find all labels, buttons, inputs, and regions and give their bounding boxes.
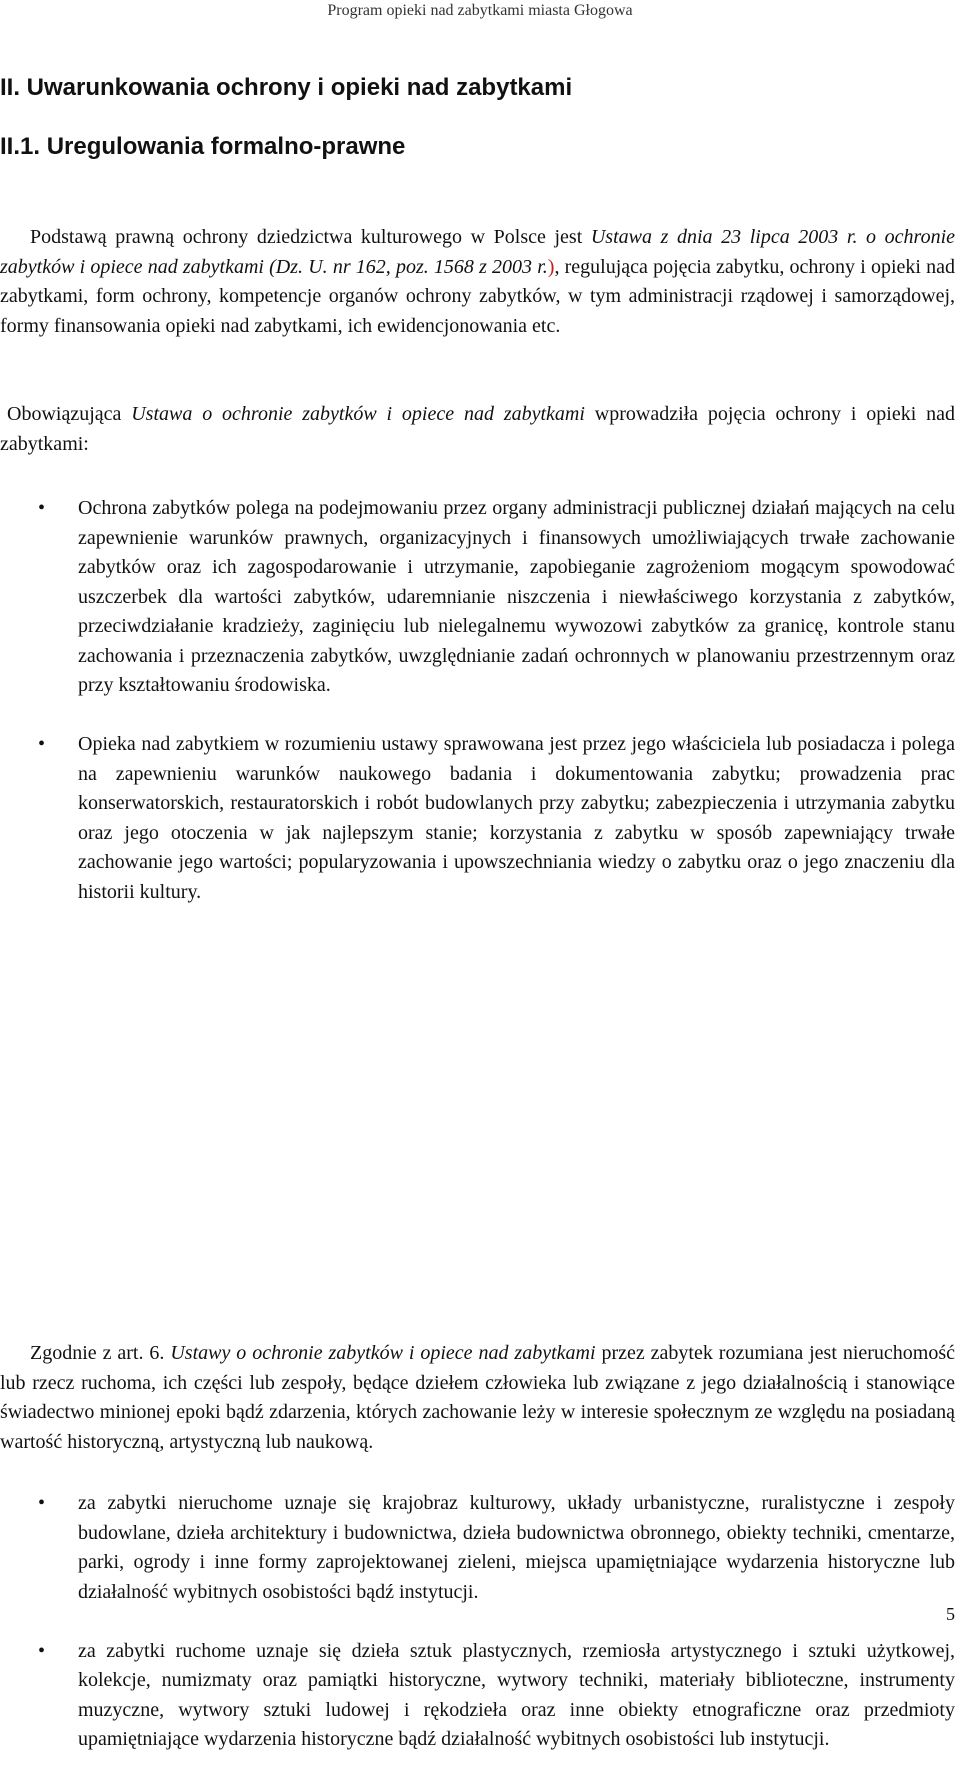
- list-item: [0, 1637, 955, 1755]
- paragraph-text: przez zabytek rozumiana jest nieruchomość lub rzecz ruchoma, ich części lub zespoły, będące dziełem człowieka lub związane z jego działalnością i stanowiące świadectwo minionej epoki bądź zdarzenia, których zachowanie leży w interesie społecznym ze względu na posiadaną wartość historyczną, artystyczną lub naukową.: [0, 1342, 956, 1453]
- paragraph-text: , regulująca pojęcia zabytku, ochrony i opieki nad zabytkami, form ochrony, kompetencje organów ochrony zabytków, w tym administracji rządowej i samorządowej, formy finansowania opieki nad zabytkami, ich ewidencjonowania etc.: [0, 255, 955, 337]
- subsection-heading: II.1. Uregulowania formalno-prawne: [0, 133, 406, 160]
- page-number: 5: [946, 1604, 955, 1624]
- running-header: Program opieki nad zabytkami miasta Głogowa: [327, 2, 633, 19]
- list-item: [0, 1489, 955, 1607]
- list-item-text: za zabytki nieruchome uznaje się krajobraz kulturowy, układy urbanistyczne, ruralistyczne i zespoły budowlane, dzieła architektury i budownictwa, dzieła budownictwa obronnego, obiekty techniki, cmentarze, parki, ogrody i inne formy zaprojektowanej zieleni, miejsca upamiętniające wydarzenia historyczne lub działalność wybitnych osobistości bądź instytucji.: [78, 1492, 955, 1603]
- bullet-icon: •: [38, 1639, 46, 1662]
- monument-types-list: [0, 1489, 955, 1784]
- paragraph-monument-definition: [0, 1339, 955, 1457]
- paragraph-text: Zgodnie z art. 6.: [30, 1342, 171, 1364]
- bullet-icon: •: [38, 497, 46, 519]
- paragraph-text: Obowiązująca: [7, 403, 132, 425]
- closing-parenthesis: ): [547, 255, 555, 278]
- definitions-list: [0, 494, 955, 937]
- act-title-italic: Ustawa z dnia 23 lipca 2003 r. o ochronie zabytków i opiece nad zabytkami (Dz. U. nr 162, poz. 1568 z 2003 r.: [0, 226, 955, 278]
- paragraph-text: wprowadziła pojęcia ochrony i opieki nad zabytkami:: [0, 403, 956, 455]
- section-heading: II. Uwarunkowania ochrony i opieki nad zabytkami: [0, 74, 573, 101]
- list-item-text: Opieka nad zabytkiem w rozumieniu ustawy sprawowana jest przez jego właściciela lub posiadacza i polega na zapewnieniu warunków naukowego badania i dokumentowania zabytku; prowadzenia prac konserwatorskich, restauratorskich i robót budowlanych przy zabytku; zabezpieczenia i utrzymania zabytku oraz jego otoczenia w jak najlepszym stanie; korzystania z zabytku w sposób zapewniający trwałe zachowanie jego wartości; popularyzowania i upowszechniania wiedzy o zabytku oraz o jego znaczeniu dla historii kultury.: [78, 733, 955, 903]
- list-item-text: za zabytki ruchome uznaje się dzieła sztuk plastycznych, rzemiosła artystycznego i sztuki użytkowej, kolekcje, numizmaty oraz pamiątki historyczne, wytwory techniki, materiały biblioteczne, instrumenty muzyczne, wytwory sztuki ludowej i rękodzieła oraz inne obiekty etnograficzne oraz przedmioty upamiętniające wydarzenia historyczne bądź działalność wybitnych osobistości lub instytucji.: [78, 1639, 955, 1750]
- list-item: [0, 730, 955, 907]
- paragraph-definitions-intro: [0, 400, 955, 459]
- act-title-italic: Ustawa o ochronie zabytków i opiece nad zabytkami: [131, 403, 585, 425]
- paragraph-legal-basis: [0, 223, 955, 341]
- list-item: [0, 494, 955, 701]
- bullet-icon: •: [38, 733, 46, 755]
- bullet-icon: •: [38, 1492, 46, 1514]
- paragraph-text: Podstawą prawną ochrony dziedzictwa kulturowego w Polsce jest: [30, 226, 591, 248]
- act-title-italic: Ustawy o ochronie zabytków i opiece nad zabytkami: [170, 1342, 596, 1364]
- list-item-text: Ochrona zabytków polega na podejmowaniu przez organy administracji publicznej działań mających na celu zapewnienie warunków prawnych, organizacyjnych i finansowych umożliwiających trwałe zachowanie zabytków oraz ich zagospodarowanie i utrzymanie, zapobieganie zagrożeniom mogącym spowodować uszczerbek dla wartości zabytków, udaremnianie niszczenia i niewłaściwego korzystania z zabytków, przeciwdziałanie kradzieży, zaginięciu lub nielegalnemu wywozowi zabytków za granicę, kontrole stanu zachowania i przeznaczenia zabytków, uwzględnianie zadań ochronnych w planowaniu przestrzennym oraz przy kształtowaniu środowiska.: [78, 497, 955, 696]
